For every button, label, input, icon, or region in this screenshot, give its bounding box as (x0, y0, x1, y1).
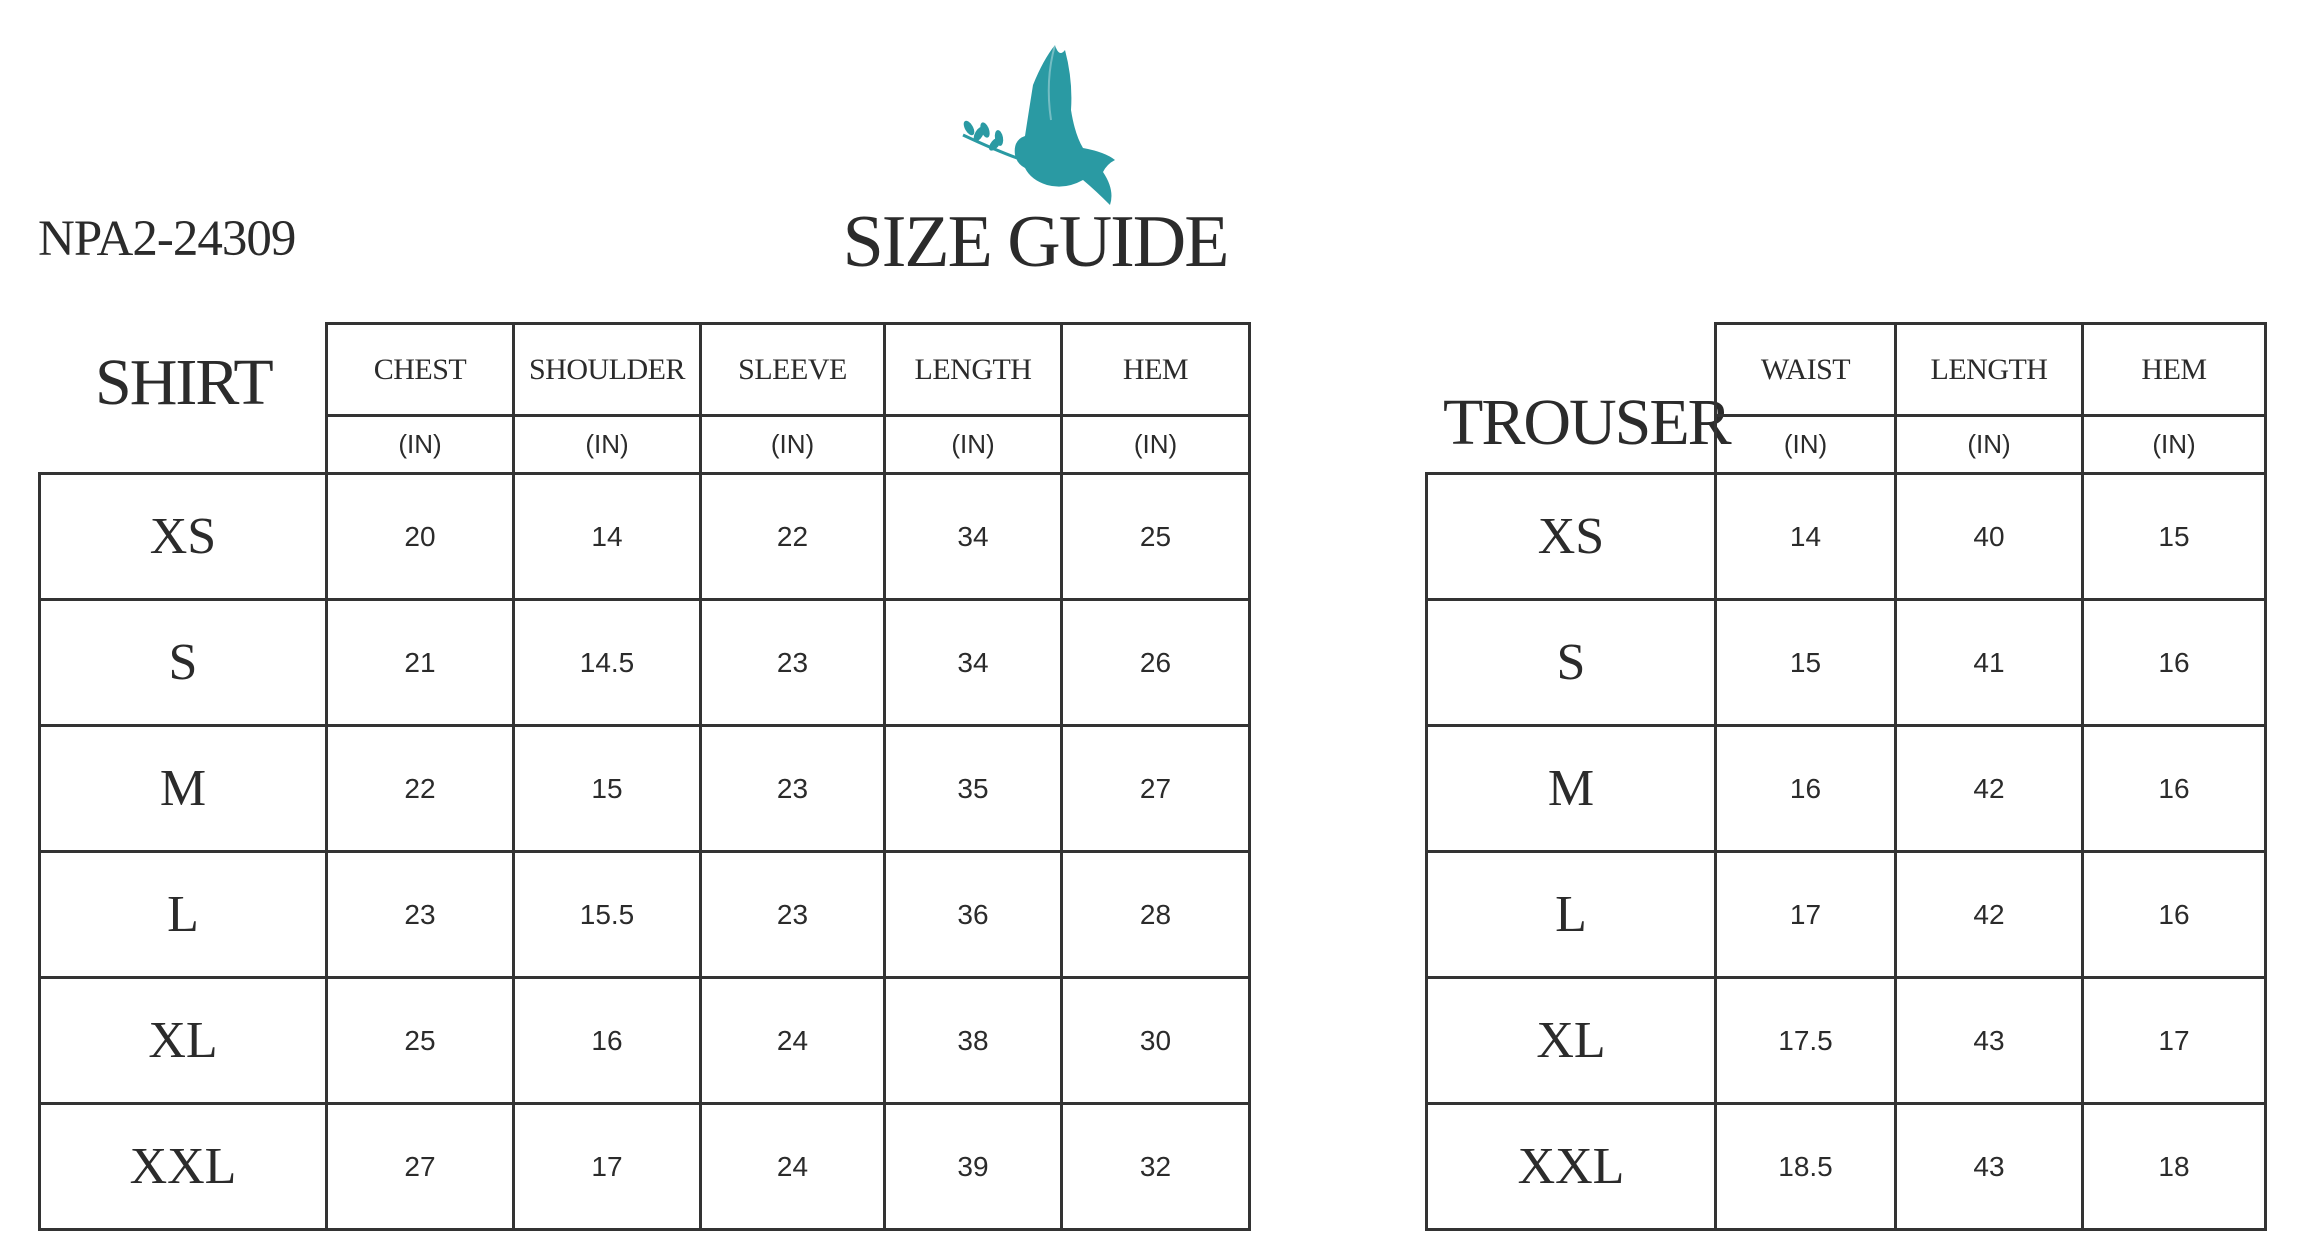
product-code: NPA2-24309 (38, 211, 296, 267)
table-cell: 14.5 (514, 600, 701, 726)
size-label: XS (40, 474, 327, 600)
table-row (40, 852, 1250, 978)
table-cell: 22 (701, 474, 885, 600)
table-cell: 30 (1062, 978, 1250, 1104)
table-row (1427, 726, 2266, 852)
size-label: XXL (40, 1104, 327, 1230)
table-cell: 17.5 (1716, 978, 1896, 1104)
table-cell: 23 (327, 852, 514, 978)
unit-label: (IN) (2083, 416, 2266, 474)
shirt-col-shoulder: SHOULDER (514, 324, 701, 416)
size-label: L (40, 852, 327, 978)
table-cell: 23 (701, 726, 885, 852)
size-label: M (1427, 726, 1716, 852)
table-cell: 16 (2083, 726, 2266, 852)
table-row (40, 600, 1250, 726)
unit-label: (IN) (1062, 416, 1250, 474)
table-row (40, 474, 1250, 600)
table-cell: 15.5 (514, 852, 701, 978)
table-cell: 25 (1062, 474, 1250, 600)
table-row (1427, 978, 2266, 1104)
unit-label: (IN) (514, 416, 701, 474)
size-label: L (1427, 852, 1716, 978)
shirt-col-length: LENGTH (885, 324, 1062, 416)
table-cell: 14 (1716, 474, 1896, 600)
unit-label: (IN) (701, 416, 885, 474)
table-cell: 42 (1896, 852, 2083, 978)
table-cell: 18.5 (1716, 1104, 1896, 1230)
size-label: S (1427, 600, 1716, 726)
table-cell: 35 (885, 726, 1062, 852)
trouser-size-table (1425, 322, 2267, 1231)
size-label: S (40, 600, 327, 726)
shirt-col-hem: HEM (1062, 324, 1250, 416)
table-row (1427, 1104, 2266, 1230)
unit-label: (IN) (1716, 416, 1896, 474)
table-cell: 40 (1896, 474, 2083, 600)
shirt-col-sleeve: SLEEVE (701, 324, 885, 416)
table-cell: 24 (701, 1104, 885, 1230)
table-row (40, 1104, 1250, 1230)
table-cell: 41 (1896, 600, 2083, 726)
table-cell: 43 (1896, 978, 2083, 1104)
table-cell: 16 (2083, 852, 2266, 978)
trouser-col-waist: WAIST (1716, 324, 1896, 416)
trouser-col-length: LENGTH (1896, 324, 2083, 416)
table-row (1427, 474, 2266, 600)
table-cell: 16 (2083, 600, 2266, 726)
table-cell: 15 (2083, 474, 2266, 600)
shirt-section-label: SHIRT (95, 346, 272, 419)
table-row (40, 978, 1250, 1104)
table-row (1427, 852, 2266, 978)
table-cell: 16 (1716, 726, 1896, 852)
unit-label: (IN) (885, 416, 1062, 474)
table-cell: 42 (1896, 726, 2083, 852)
table-cell: 18 (2083, 1104, 2266, 1230)
table-row (1427, 600, 2266, 726)
table-cell: 28 (1062, 852, 1250, 978)
table-row (40, 726, 1250, 852)
table-cell: 34 (885, 474, 1062, 600)
table-cell: 15 (514, 726, 701, 852)
trouser-col-hem: HEM (2083, 324, 2266, 416)
table-cell: 14 (514, 474, 701, 600)
shirt-col-chest: CHEST (327, 324, 514, 416)
size-label: XXL (1427, 1104, 1716, 1230)
table-cell: 27 (327, 1104, 514, 1230)
unit-label: (IN) (1896, 416, 2083, 474)
table-cell: 39 (885, 1104, 1062, 1230)
page-title: SIZE GUIDE (842, 201, 1228, 283)
size-label: XL (40, 978, 327, 1104)
table-cell: 23 (701, 600, 885, 726)
table-cell: 24 (701, 978, 885, 1104)
table-cell: 38 (885, 978, 1062, 1104)
trouser-header-row (1427, 324, 2266, 416)
table-cell: 43 (1896, 1104, 2083, 1230)
table-cell: 26 (1062, 600, 1250, 726)
table-cell: 27 (1062, 726, 1250, 852)
table-cell: 23 (701, 852, 885, 978)
size-label: XS (1427, 474, 1716, 600)
table-cell: 32 (1062, 1104, 1250, 1230)
table-cell: 36 (885, 852, 1062, 978)
table-cell: 16 (514, 978, 701, 1104)
trouser-section-label: TROUSER (1443, 386, 1730, 459)
unit-label: (IN) (327, 416, 514, 474)
table-cell: 22 (327, 726, 514, 852)
dove-logo-icon (955, 40, 1120, 215)
shirt-header-row (40, 324, 1250, 416)
table-cell: 34 (885, 600, 1062, 726)
table-cell: 20 (327, 474, 514, 600)
table-cell: 21 (327, 600, 514, 726)
table-cell: 17 (1716, 852, 1896, 978)
table-cell: 17 (514, 1104, 701, 1230)
table-cell: 25 (327, 978, 514, 1104)
shirt-size-table (38, 322, 1251, 1231)
table-cell: 17 (2083, 978, 2266, 1104)
size-label: M (40, 726, 327, 852)
table-cell: 15 (1716, 600, 1896, 726)
size-label: XL (1427, 978, 1716, 1104)
